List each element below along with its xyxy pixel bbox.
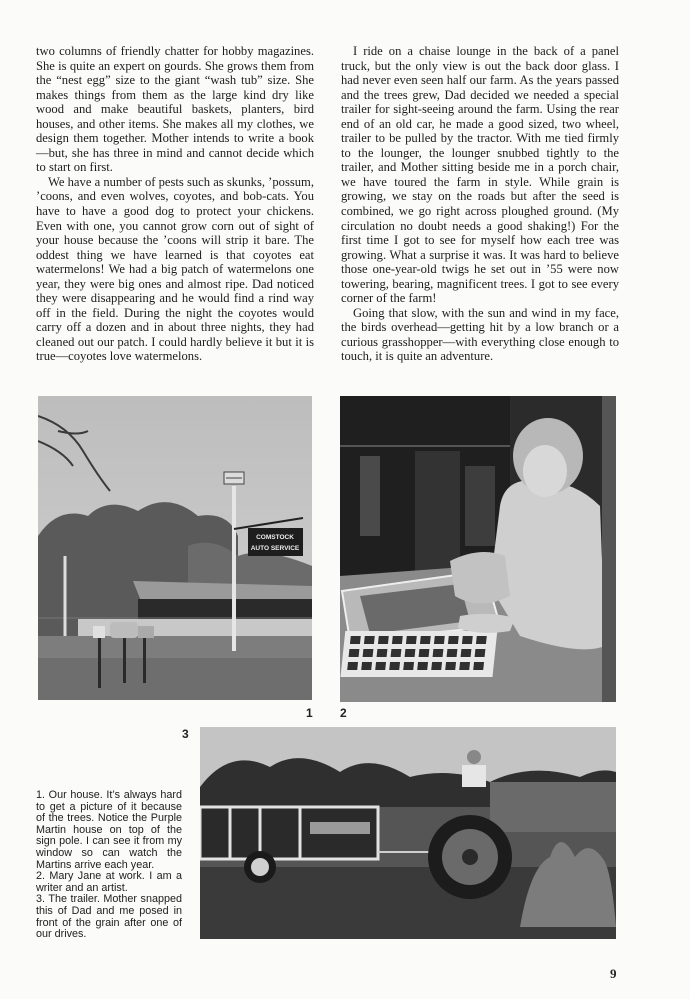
- article-column-right: [341, 44, 619, 364]
- work-photo-illustration: [340, 396, 616, 702]
- paragraph: We have a number of pests such as skunks, ’possum, ’coons, and even wolves, coyotes, and bob-cats. You have to have a good dog to protect your chickens. Even with one, you cannot grow corn out of sight of your house because the ’coons will strip it bare. The oddest thing we have learned is that coyotes eat watermelons! We had a big patch of watermelons one year, they were big ones and almost ripe. Dad noticed they were disappearing and he would find a rind way off in the field. During the night the coyotes would carry off a dozen and in about three nights, they had cleaned out our patch. I could hardly believe it but it is true—coyotes love watermelons.: [36, 174, 314, 364]
- article-column-left: [36, 44, 314, 364]
- paragraph: Going that slow, with the sun and wind in my face, the birds overhead—getting hit by a low branch or a curious grasshopper—with everything close enough to touch, it is quite an adventure.: [341, 305, 619, 364]
- house-photo-illustration: [38, 396, 312, 700]
- sign-text-line-2: AUTO SERVICE: [250, 545, 300, 552]
- figure-number-1: 1: [306, 706, 313, 720]
- figure-number-2: 2: [340, 706, 347, 720]
- caption-1: 1. Our house. It’s always hard to get a picture of it because of the trees. Notice the Purple Martin house on top of the sign pole. I can see it from my window so can watch the Martins arrive each year.: [36, 789, 182, 871]
- figure-number-3: 3: [182, 727, 189, 741]
- photo-house: [38, 396, 312, 700]
- photo-captions: [36, 790, 182, 941]
- trailer-photo-illustration: [200, 727, 616, 939]
- page-number: 9: [610, 966, 617, 981]
- paragraph: I ride on a chaise lounge in the back of a panel truck, but the only view is out the back door glass. I had never even seen half our farm. As the years passed and the trees grew, Dad decided we needed a special trailer for sight-seeing around the farm. Using the rear end of an old car, he made a good sized, two wheel, trailer to be pulled by the tractor. With me tied firmly to the lounger, the lounger snubbed tightly to the trailer, and Mother sitting beside me in a porch chair, we have toured the farm in style. While grain is growing, we stay on the roads but after the seed is combined, we go right across ploughed ground. (My circulation no doubt needs a good shaking!) For the first time I got to see for myself how each tree was growing. What a surprise it was. It was hard to believe those one-year-old twigs he set out in ’55 were now towering, bearing, magnificent trees. I got to see every corner of the farm!: [341, 44, 619, 306]
- photo-trailer: [200, 727, 616, 939]
- sign-text-line-1: COMSTOCK: [256, 534, 294, 541]
- paragraph: two columns of friendly chatter for hobby magazines. She is quite an expert on gourds. She grows them from the “nest egg” size to the giant “wash tub” size. She makes things from them as the large kind dry like wood and make beautiful baskets, planters, bird houses, and other items. She makes all my clothes, we design them together. Mother intends to write a book—but, she has three in mind and cannot decide which to start on first.: [36, 44, 314, 175]
- caption-3: 3. The trailer. Mother snapped this of Dad and me posed in front of the grain after one of our drives.: [36, 893, 182, 941]
- photo-mary-jane-at-work: [340, 396, 616, 702]
- caption-2: 2. Mary Jane at work. I am a writer and an artist.: [36, 870, 182, 894]
